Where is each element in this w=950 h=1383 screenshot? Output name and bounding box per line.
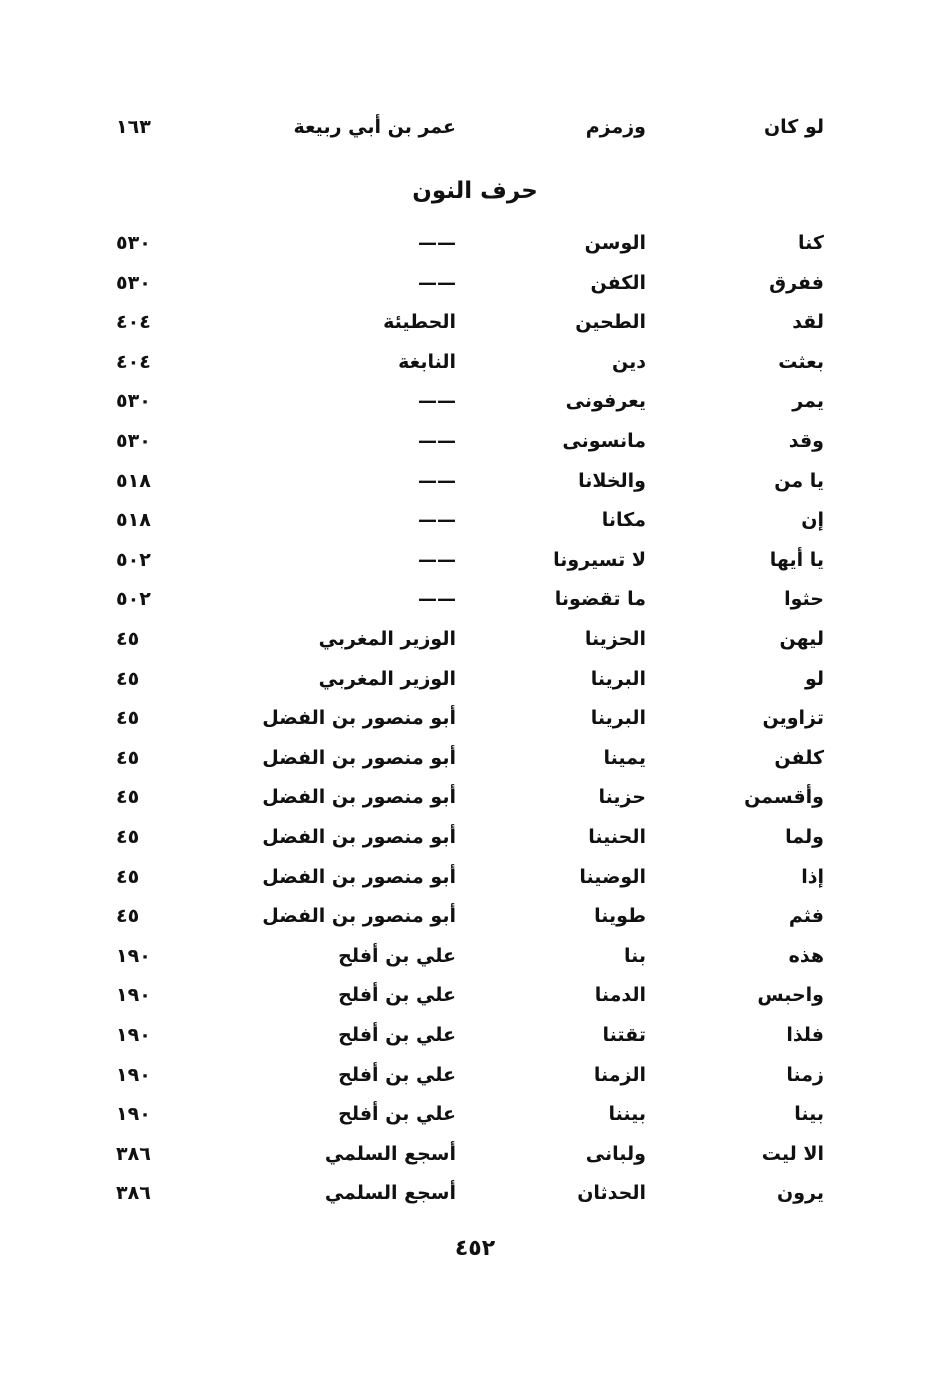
unknown-poet-dash: ——	[418, 271, 456, 294]
rhyme-word: مانسونى	[562, 430, 646, 452]
page-ref: ٥٣٠	[116, 390, 151, 413]
index-row	[0, 984, 950, 1024]
index-row	[0, 707, 950, 747]
rhyme-word: البرينا	[590, 707, 646, 730]
index-row	[0, 390, 950, 430]
poet-name: علي بن أفلح	[338, 1103, 456, 1126]
index-row	[0, 1024, 950, 1064]
unknown-poet-dash: ——	[418, 232, 456, 254]
first-word: لقد	[792, 311, 824, 334]
poet-name: الوزير المغربي	[318, 667, 456, 690]
page-ref: ٤٥	[116, 865, 140, 888]
first-word: فثم	[788, 905, 824, 928]
first-word: واحبس	[757, 984, 824, 1007]
page-ref: ٤٥	[116, 628, 140, 650]
first-word: كنا	[798, 232, 824, 254]
rhyme-word: الحدثان	[577, 1182, 646, 1205]
first-word: وقد	[788, 430, 824, 452]
rhyme-word: يعرفونى	[565, 390, 646, 413]
first-word: كلفن	[774, 746, 824, 769]
poet-name: علي بن أفلح	[338, 1063, 456, 1086]
index-row	[0, 430, 950, 470]
poet-name: أبو منصور بن الفضل	[262, 707, 456, 730]
page-ref: ٥٣٠	[116, 232, 151, 254]
rhyme-word: والخلانا	[578, 469, 646, 492]
rhyme-word: الوضينا	[579, 865, 646, 888]
rhyme-word: مكانا	[601, 509, 646, 532]
page-ref: ١٩٠	[116, 984, 151, 1007]
poet-name: أبو منصور بن الفضل	[262, 826, 456, 848]
index-row	[0, 1103, 950, 1143]
index-row	[0, 470, 950, 510]
page-ref: ٤٠٤	[116, 350, 151, 373]
first-word: ففرق	[769, 271, 824, 294]
index-row	[0, 549, 950, 589]
poet-name: علي بن أفلح	[338, 1024, 456, 1046]
rhyme-word: لا تسيرونا	[553, 548, 646, 571]
page-ref: ٥١٨	[116, 469, 151, 492]
unknown-poet-dash: ——	[418, 509, 456, 532]
unknown-poet-dash: ——	[418, 390, 456, 413]
page-ref: ١٩٠	[116, 1103, 151, 1126]
rhyme-word: الكفن	[590, 271, 646, 294]
first-word: حثوا	[784, 588, 824, 611]
index-row	[0, 628, 950, 668]
rhyme-word: الزمنا	[593, 1063, 646, 1086]
poet-name: أبو منصور بن الفضل	[262, 786, 456, 809]
first-word: ليهن	[779, 628, 824, 650]
first-word: يرون	[777, 1182, 824, 1205]
rhyme-word: الطحين	[575, 311, 646, 334]
first-word: تزاوين	[762, 707, 824, 730]
rhyme-word: البرينا	[590, 667, 646, 690]
poet-name: علي بن أفلح	[338, 984, 456, 1007]
rhyme-word: يمينا	[603, 746, 646, 769]
poet-name: أبو منصور بن الفضل	[262, 865, 456, 888]
first-word: يا من	[774, 469, 824, 492]
first-word: وأقسمن	[744, 786, 824, 809]
page-ref: ٤٥	[116, 707, 140, 730]
unknown-poet-dash: ——	[418, 469, 456, 492]
rhyme-word: وزمزم	[585, 116, 646, 138]
page-ref: ٥٣٠	[116, 271, 151, 294]
first-word: لو	[804, 667, 824, 690]
first-word: زمنا	[786, 1063, 824, 1086]
page-ref: ٣٨٦	[116, 1142, 151, 1165]
poet-name: الحطيئة	[383, 311, 456, 334]
first-word: هذه	[788, 944, 824, 967]
index-row	[0, 1182, 950, 1222]
rhyme-word: حزينا	[598, 786, 646, 809]
poet-name: أسجع السلمي	[324, 1182, 456, 1205]
page-ref: ١٩٠	[116, 1024, 151, 1046]
first-word: بينا	[794, 1103, 824, 1126]
rhyme-word: تقتنا	[602, 1024, 646, 1046]
index-row	[0, 272, 950, 312]
page-ref: ٥٠٢	[116, 548, 151, 571]
index-row	[0, 311, 950, 351]
page-ref: ١٩٠	[116, 1063, 151, 1086]
rhyme-word: الحزينا	[584, 628, 646, 650]
index-row	[0, 1143, 950, 1183]
page-ref: ٤٠٤	[116, 311, 151, 334]
rhyme-word: بنا	[623, 944, 646, 967]
first-word: إن	[801, 509, 824, 532]
index-row	[0, 1064, 950, 1104]
page-ref: ٤٥	[116, 905, 140, 928]
poet-name: أبو منصور بن الفضل	[262, 746, 456, 769]
first-word: الا ليت	[761, 1142, 824, 1165]
index-row	[0, 668, 950, 708]
index-row	[0, 945, 950, 985]
index-row	[0, 588, 950, 628]
rhyme-word: ما تقضونا	[554, 588, 646, 611]
first-word: يمر	[792, 390, 824, 413]
page-ref: ٤٥	[116, 746, 140, 769]
poet-name: الوزير المغربي	[318, 628, 456, 650]
poet-name: أبو منصور بن الفضل	[262, 905, 456, 928]
poet-name: عمر بن أبي ربيعة	[293, 116, 456, 138]
section-title: حرف النون	[412, 178, 538, 204]
index-row	[0, 351, 950, 391]
page-ref: ٤٥	[116, 667, 140, 690]
index-row	[0, 509, 950, 549]
rhyme-word: الحنينا	[588, 826, 646, 848]
unknown-poet-dash: ——	[418, 430, 456, 452]
rhyme-word: ولبانى	[585, 1142, 646, 1165]
index-row	[0, 866, 950, 906]
page-ref: ٣٨٦	[116, 1182, 151, 1205]
first-word: يا أيها	[769, 548, 824, 571]
index-row	[0, 232, 950, 272]
index-row-top	[0, 116, 950, 156]
first-word: إذا	[801, 865, 824, 888]
page-ref: ٥٣٠	[116, 430, 151, 452]
page-ref: ٥٠٢	[116, 588, 151, 611]
rhyme-word: دين	[612, 350, 646, 373]
poet-name: النابغة	[398, 350, 456, 373]
rhyme-word: الوسن	[584, 232, 646, 254]
page-ref: ٤٥	[116, 786, 140, 809]
rhyme-word: طوينا	[594, 905, 646, 928]
index-row	[0, 786, 950, 826]
index-row	[0, 747, 950, 787]
unknown-poet-dash: ——	[418, 588, 456, 611]
rhyme-word: بيننا	[608, 1103, 646, 1126]
page-ref: ١٩٠	[116, 944, 151, 967]
first-word: بعثت	[778, 350, 824, 373]
first-word: لو كان	[763, 116, 824, 138]
unknown-poet-dash: ——	[418, 548, 456, 571]
first-word: ولما	[785, 826, 824, 848]
poet-name: أسجع السلمي	[324, 1142, 456, 1165]
index-row	[0, 826, 950, 866]
rhyme-word: الدمنا	[594, 984, 646, 1007]
page-ref: ٤٥	[116, 826, 140, 848]
poet-name: علي بن أفلح	[338, 944, 456, 967]
page-ref: ١٦٣	[116, 116, 151, 138]
index-row	[0, 905, 950, 945]
first-word: فلذا	[786, 1024, 824, 1046]
page-ref: ٥١٨	[116, 509, 151, 532]
page-number: ٤٥٢	[454, 1236, 496, 1261]
